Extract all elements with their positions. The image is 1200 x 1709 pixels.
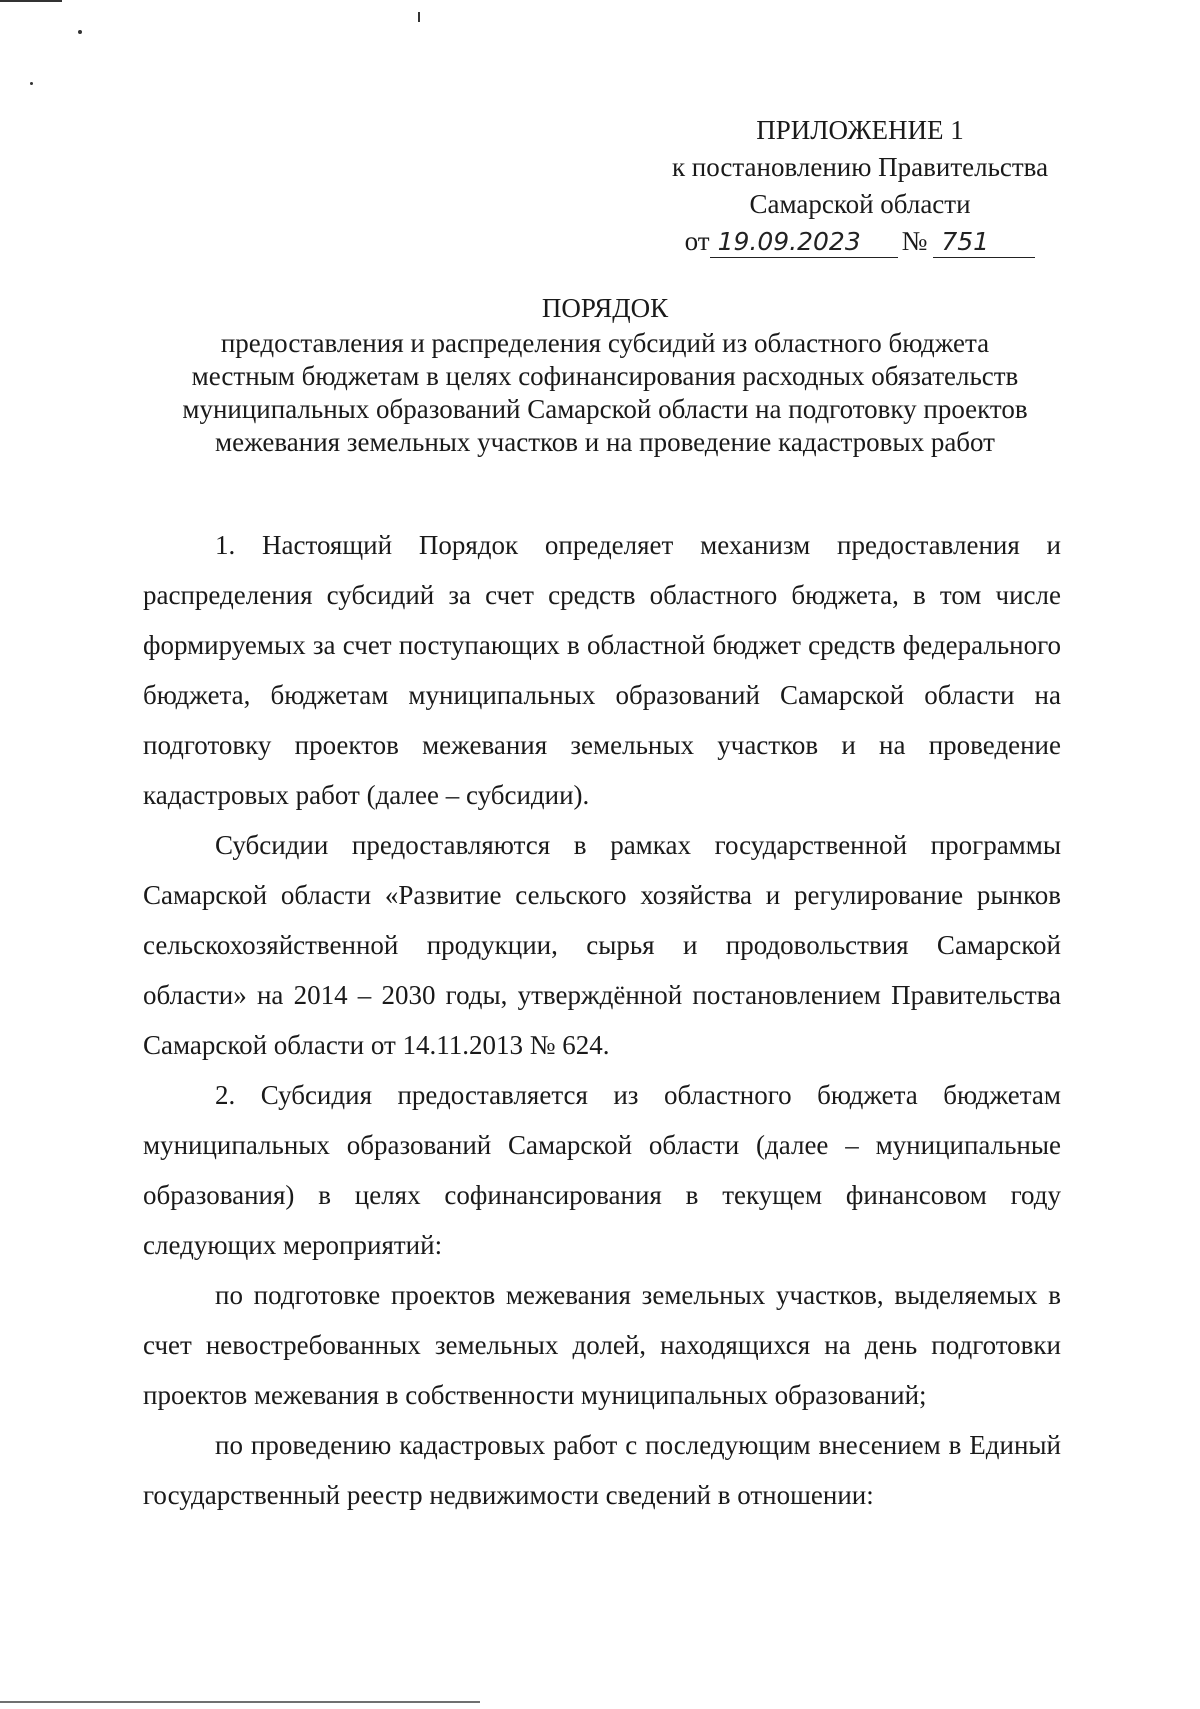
paragraph: 2. Субсидия предоставляется из областного бюджета бюджетам муниципальных образований Самарской области (далее – муниципальные образования) в целях софинансирования в текущем финансовом году следующих мероприятий: <box>143 1080 1061 1260</box>
appendix-signature-line <box>640 223 1080 260</box>
scan-dot <box>30 82 33 85</box>
appendix-line2: Самарской области <box>749 189 971 219</box>
title-line: предоставления и распределения субсидий из областного бюджета <box>220 328 990 358</box>
document-body <box>143 520 1061 1520</box>
paragraph: по подготовке проектов межевания земельных участков, выделяемых в счет невостребованных земельных долей, находящихся на день подготовки проектов межевания в собственности муниципальных образований; <box>143 1280 1061 1410</box>
number-prefix: № <box>901 226 928 256</box>
date-prefix: от <box>684 226 710 256</box>
handwritten-date: 19.09.2023 <box>710 227 898 258</box>
title-line: межевания земельных участков и на проведение кадастровых работ <box>215 427 995 457</box>
document-title <box>130 292 1080 459</box>
title-line: местным бюджетам в целях софинансирования расходных обязательств <box>191 361 1019 391</box>
appendix-line1: к постановлению Правительства <box>671 152 1049 182</box>
appendix-header <box>640 112 1080 260</box>
paragraph: 1. Настоящий Порядок определяет механизм предоставления и распределения субсидий за счет средств областного бюджета, в том числе формируемых за счет поступающих в областной бюджет средств федерального бюджета, бюджетам муниципальных образований Самарской области на подготовку проектов межевания земельных участков и на проведение кадастровых работ (далее – субсидии). <box>143 530 1061 810</box>
appendix-title: ПРИЛОЖЕНИЕ 1 <box>756 115 964 145</box>
title-heading: ПОРЯДОК <box>541 293 669 323</box>
scan-dot <box>78 30 82 34</box>
scan-edge-bottom <box>0 1701 480 1703</box>
title-line: муниципальных образований Самарской области на подготовку проектов <box>182 394 1028 424</box>
scan-tick-top <box>418 12 420 22</box>
handwritten-number: 751 <box>933 227 1035 258</box>
paragraph: по проведению кадастровых работ с последующим внесением в Единый государственный реестр недвижимости сведений в отношении: <box>143 1430 1061 1510</box>
scan-edge-top <box>0 0 62 2</box>
paragraph: Субсидии предоставляются в рамках государственной программы Самарской области «Развитие сельского хозяйства и регулирование рынков сельскохозяйственной продукции, сырья и продовольствия Самарской области» на 2014 – 2030 годы, утверждённой постановлением Правительства Самарской области от 14.11.2013 № 624. <box>143 830 1061 1060</box>
